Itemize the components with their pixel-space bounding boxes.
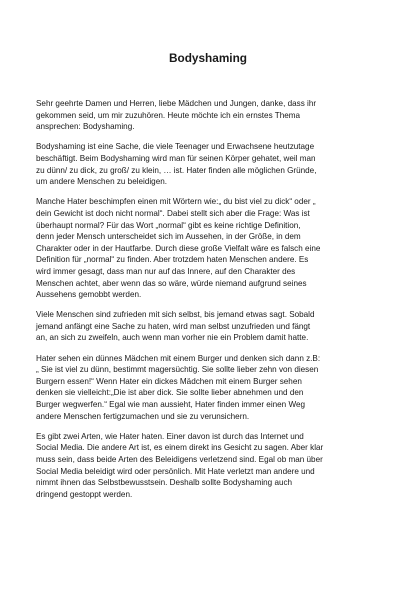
text-line: dein Gewicht ist doch nicht normal“. Dabei stellt sich aber die Frage: Was ist [36,208,310,218]
text-line: Burger wegwerfen.“ Egal wie man aussieht, Hater finden immer einen Weg [36,400,306,410]
text-line: Burgern essen!“ Wenn Hater ein dickes Mädchen mit einem Burger sehen [36,376,302,386]
text-line: Social Media. Die andere Art ist, es einem direkt ins Gesicht zu sagen. Aber klar [36,443,324,453]
paragraph-intro [36,98,389,133]
text-line: jemand anfängt eine Sache zu haten, wird man selbst unzufrieden und fängt [36,321,311,331]
text-line: denken sie vielleicht:„Die ist aber dick. Sie sollte lieber abnehmen und den [36,388,304,398]
paragraph-normal [36,196,389,300]
paragraph-burger-example [36,353,389,423]
text-line: wird immer gesagt, dass man nur auf das Innere, auf den Charakter des [36,266,296,276]
text-line: an, an sich zu zweifeln, auch wenn man vorher nie ein Problem damit hatte. [36,333,309,343]
text-line: zu dünn/ zu dick, zu groß/ zu klein, … ist. Hater finden alle möglichen Gründe, [36,165,317,175]
document-title: Bodyshaming [169,51,247,65]
document-body [36,98,389,509]
text-line: Hater sehen ein dünnes Mädchen mit einem Burger und denken sich dann z.B: [36,353,321,363]
text-line: gekommen seid, um mir zuzuhören. Heute möchte ich ein ernstes Thema [36,110,301,120]
text-line: nimmt ihnen das Selbstbewusstsein. Deshalb sollte Bodyshaming auch [36,478,293,488]
text-line: Viele Menschen sind zufrieden mit sich selbst, bis jemand etwas sagt. Sobald [36,310,315,320]
text-line: Aussehens gemobbt werden. [36,290,142,300]
text-line: muss sein, dass beide Arten des Beleidigens verletzend sind. Egal ob man über [36,455,323,464]
text-line: Sehr geehrte Damen und Herren, liebe Mädchen und Jungen, danke, dass ihr [36,99,317,108]
paragraph-self-doubt [36,309,389,344]
text-line: denn jeder Mensch unterscheidet sich im Aussehen, in der Größe, in dem [36,232,301,242]
text-line: Es gibt zwei Arten, wie Hater haten. Einer davon ist durch das Internet und [36,431,304,441]
text-line: ansprechen: Bodyshaming. [36,122,135,132]
text-line: andere Menschen fertigzumachen und sie zu verunsichern. [36,411,250,421]
text-line: Manche Hater beschimpfen einen mit Wörtern wie:„ du bist viel zu dick“ oder „ [36,197,316,207]
text-line: „ Sie ist viel zu dünn, bestimmt magersüchtig. Sie sollte lieber zehn von diesen [36,365,319,375]
paragraph-conclusion [36,431,389,501]
text-line: dringend gestoppt werden. [36,489,133,499]
text-line: beschäftigt. Beim Bodyshaming wird man für seinen Körper gehatet, weil man [36,153,316,163]
text-line: Social Media beleidigt wird oder persönlich. Mit Hate verletzt man andere und [36,466,315,476]
paragraph-definition [36,141,389,187]
text-line: Definition für „normal“ zu finden. Aber trotzdem haten Menschen andere. Es [36,255,309,265]
text-line: um andere Menschen zu beleidigen. [36,177,167,187]
text-line: Bodyshaming ist eine Sache, die viele Teenager und Erwachsene heutzutage [36,142,315,152]
text-line: Menschen achtet, aber wenn das so wäre, würde niemand aufgrund seines [36,278,307,288]
text-line: Charakter oder in der Hautfarbe. Durch diese große Vielfalt wäre es falsch eine [36,243,321,253]
text-line: überhaupt normal? Für das Wort „normal“ gibt es keine richtige Definition, [36,220,301,230]
